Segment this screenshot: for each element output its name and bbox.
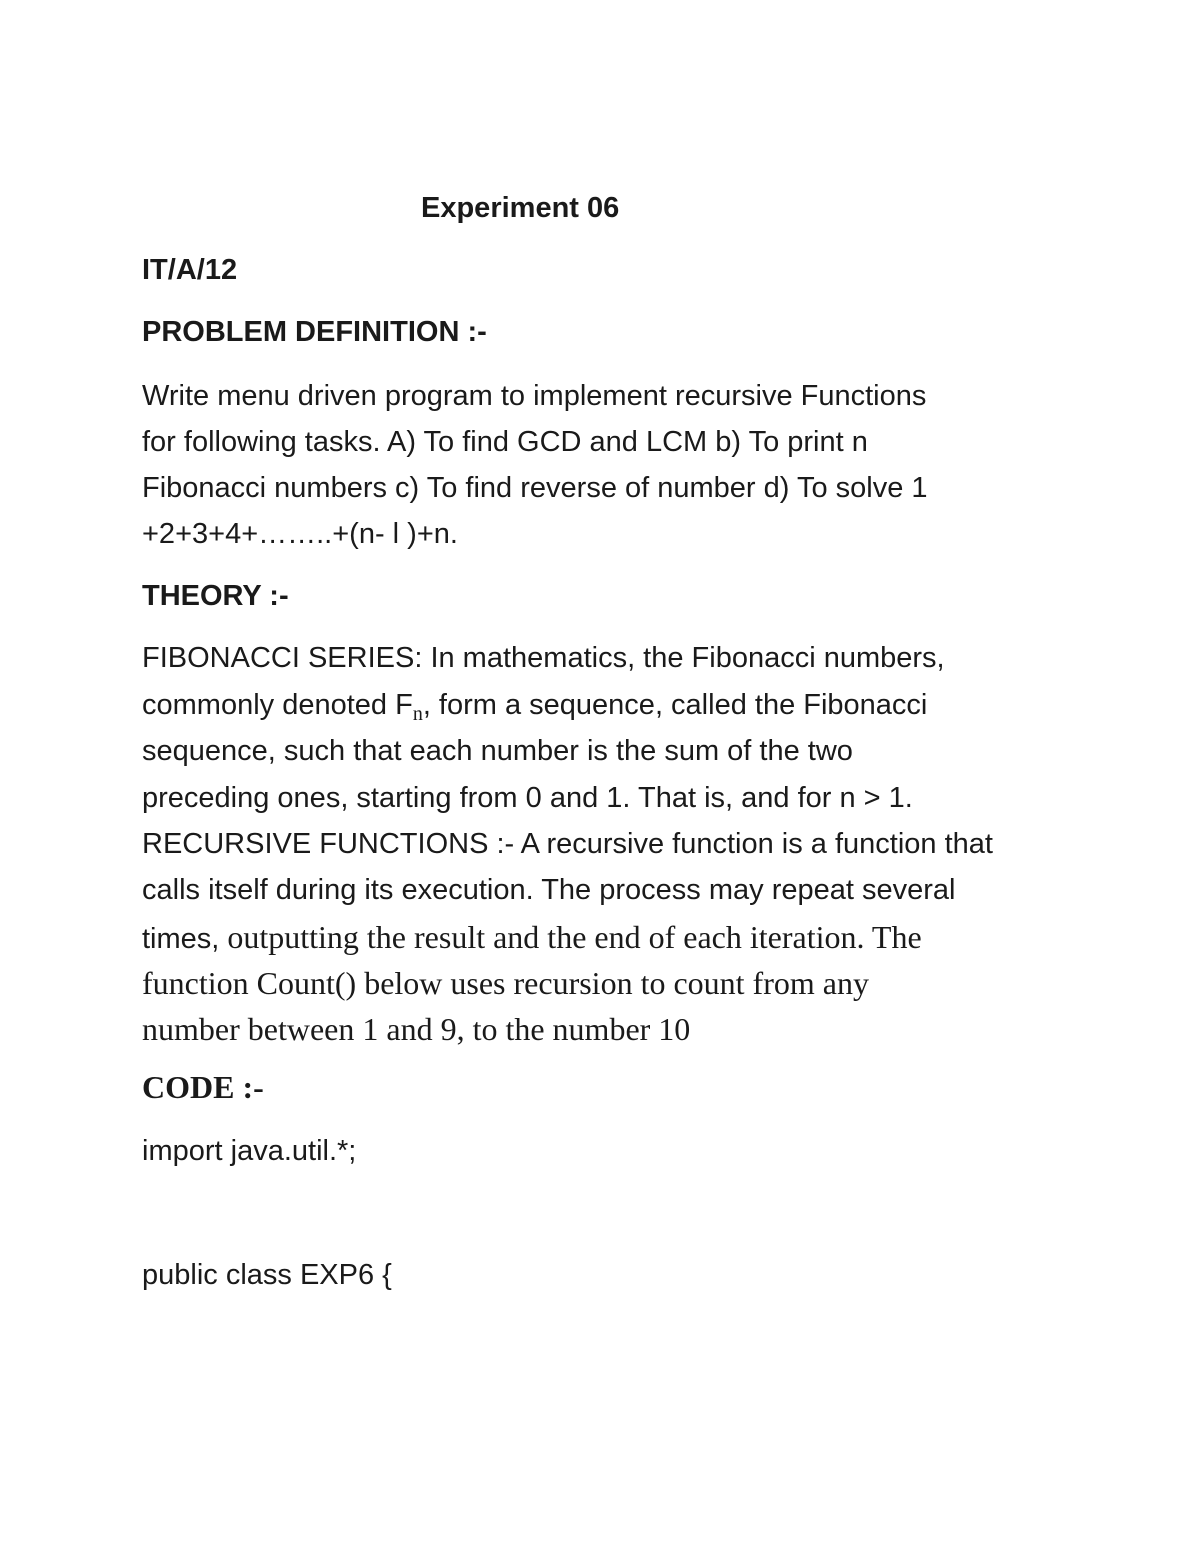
theory-text-serif: outputting the result and the end of each iteration. The bbox=[219, 919, 922, 955]
theory-line-serif: number between 1 and 9, to the number 10 bbox=[142, 1011, 691, 1047]
code-line: import java.util.*; bbox=[142, 1135, 357, 1167]
problem-line: Write menu driven program to implement recursive Functions bbox=[142, 380, 927, 412]
roll-number: IT/A/12 bbox=[142, 254, 238, 286]
problem-line: Fibonacci numbers c) To find reverse of number d) To solve 1 bbox=[142, 472, 928, 504]
theory-line: sequence, such that each number is the sum of the two bbox=[142, 735, 853, 767]
problem-definition-heading: PROBLEM DEFINITION :- bbox=[142, 316, 487, 348]
code-heading: CODE :- bbox=[142, 1069, 264, 1105]
theory-line: FIBONACCI SERIES: In mathematics, the Fibonacci numbers, bbox=[142, 642, 945, 674]
theory-line: calls itself during its execution. The process may repeat several bbox=[142, 874, 956, 906]
theory-line-fibonacci-notation bbox=[142, 687, 927, 732]
code-line: public class EXP6 { bbox=[142, 1259, 392, 1291]
theory-line: preceding ones, starting from 0 and 1. That is, and for n > 1. bbox=[142, 782, 913, 814]
theory-heading: THEORY :- bbox=[142, 580, 289, 612]
subscript-n: n bbox=[412, 703, 423, 725]
theory-text: , form a sequence, called the Fibonacci bbox=[422, 689, 928, 721]
theory-line-mixed-font bbox=[142, 919, 922, 957]
theory-line-serif: function Count() below uses recursion to count from any bbox=[142, 965, 869, 1001]
problem-line: for following tasks. A) To find GCD and LCM b) To print n bbox=[142, 426, 868, 458]
document-title: Experiment 06 bbox=[421, 192, 620, 224]
problem-line: +2+3+4+……..+(n- l )+n. bbox=[142, 518, 458, 550]
theory-line: RECURSIVE FUNCTIONS :- A recursive function is a function that bbox=[142, 828, 993, 860]
theory-text: times, bbox=[142, 923, 220, 955]
theory-text: commonly denoted F bbox=[142, 689, 413, 721]
